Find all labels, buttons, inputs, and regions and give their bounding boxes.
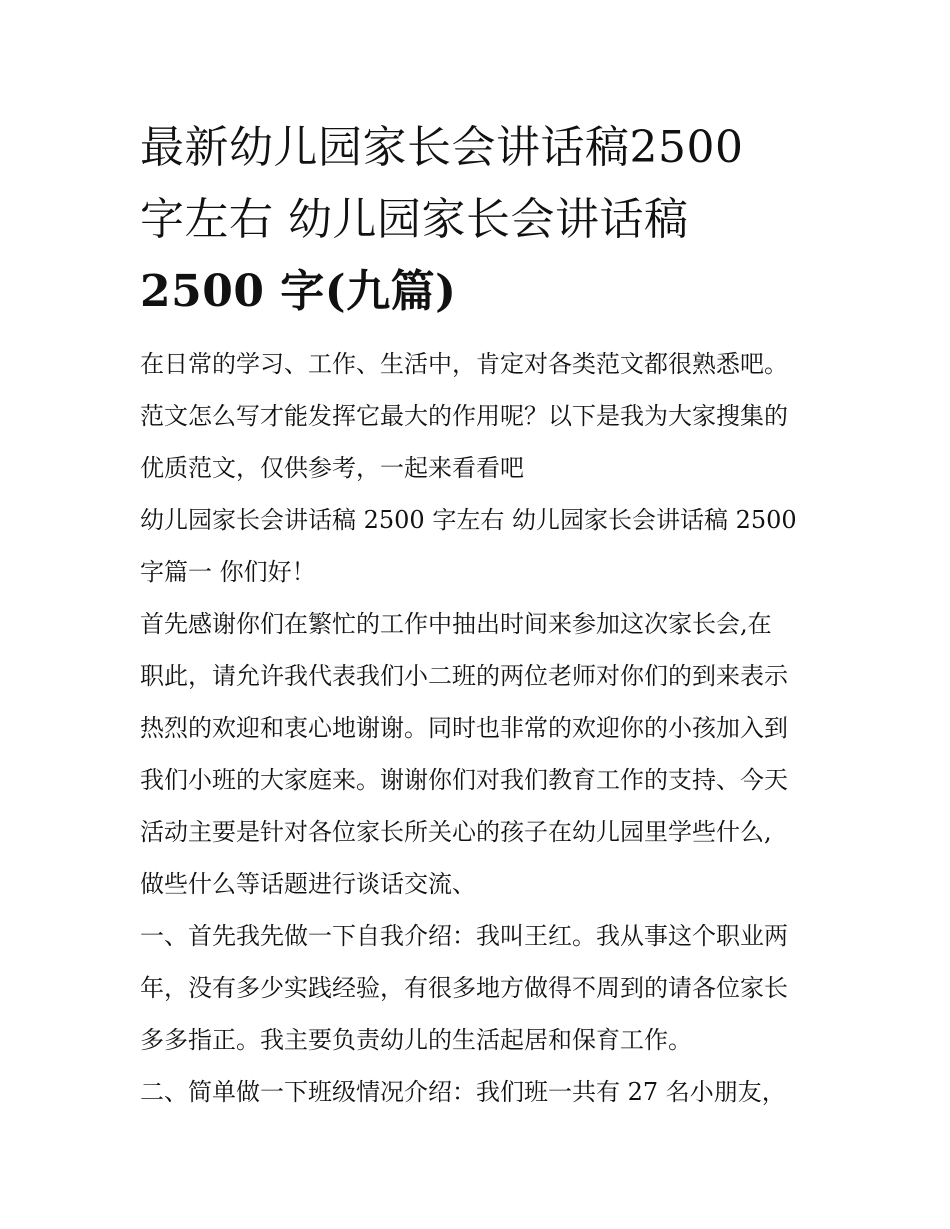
title-line-3: 2500 字(九篇)	[140, 266, 457, 317]
paragraph-line: 字篇一 你们好！	[140, 558, 316, 586]
paragraph-line: 一、首先我先做一下自我介绍：我叫王红。我从事这个职业两	[140, 922, 788, 950]
paragraph-thanks	[140, 598, 812, 910]
title-line-2: 字左右 幼儿园家长会讲话稿	[140, 194, 689, 245]
paragraph-line: 在日常的学习、工作、生活中，肯定对各类范文都很熟悉吧。	[140, 350, 788, 378]
paragraph-line: 职此，请允许我代表我们小二班的两位老师对你们的到来表示	[140, 662, 788, 690]
paragraph-section-heading	[140, 494, 812, 598]
paragraph-class-intro	[140, 1066, 812, 1118]
paragraph-line: 范文怎么写才能发挥它最大的作用呢？以下是我为大家搜集的	[140, 402, 788, 430]
paragraph-line: 我们小班的大家庭来。谢谢你们对我们教育工作的支持、今天	[140, 766, 788, 794]
paragraph-line: 优质范文，仅供参考，一起来看看吧	[140, 454, 524, 482]
paragraph-line: 年，没有多少实践经验，有很多地方做得不周到的请各位家长	[140, 974, 788, 1002]
document-body	[140, 338, 812, 1118]
title-line-1: 最新幼儿园家长会讲话稿2500	[140, 122, 744, 173]
document-page	[140, 112, 812, 1118]
paragraph-line: 多多指正。我主要负责幼儿的生活起居和保育工作。	[140, 1026, 692, 1054]
paragraph-line: 热烈的欢迎和衷心地谢谢。同时也非常的欢迎你的小孩加入到	[140, 714, 788, 742]
paragraph-self-intro	[140, 910, 812, 1066]
paragraph-line: 二、简单做一下班级情况介绍：我们班一共有 27 名小朋友，	[140, 1078, 786, 1106]
paragraph-line: 活动主要是针对各位家长所关心的孩子在幼儿园里学些什么,	[140, 818, 772, 846]
paragraph-intro	[140, 338, 812, 494]
paragraph-line: 首先感谢你们在繁忙的工作中抽出时间来参加这次家长会,在	[140, 610, 772, 638]
document-title	[140, 112, 812, 328]
paragraph-line: 幼儿园家长会讲话稿 2500 字左右 幼儿园家长会讲话稿 2500	[140, 506, 797, 534]
paragraph-line: 做些什么等话题进行谈话交流、	[140, 870, 476, 898]
